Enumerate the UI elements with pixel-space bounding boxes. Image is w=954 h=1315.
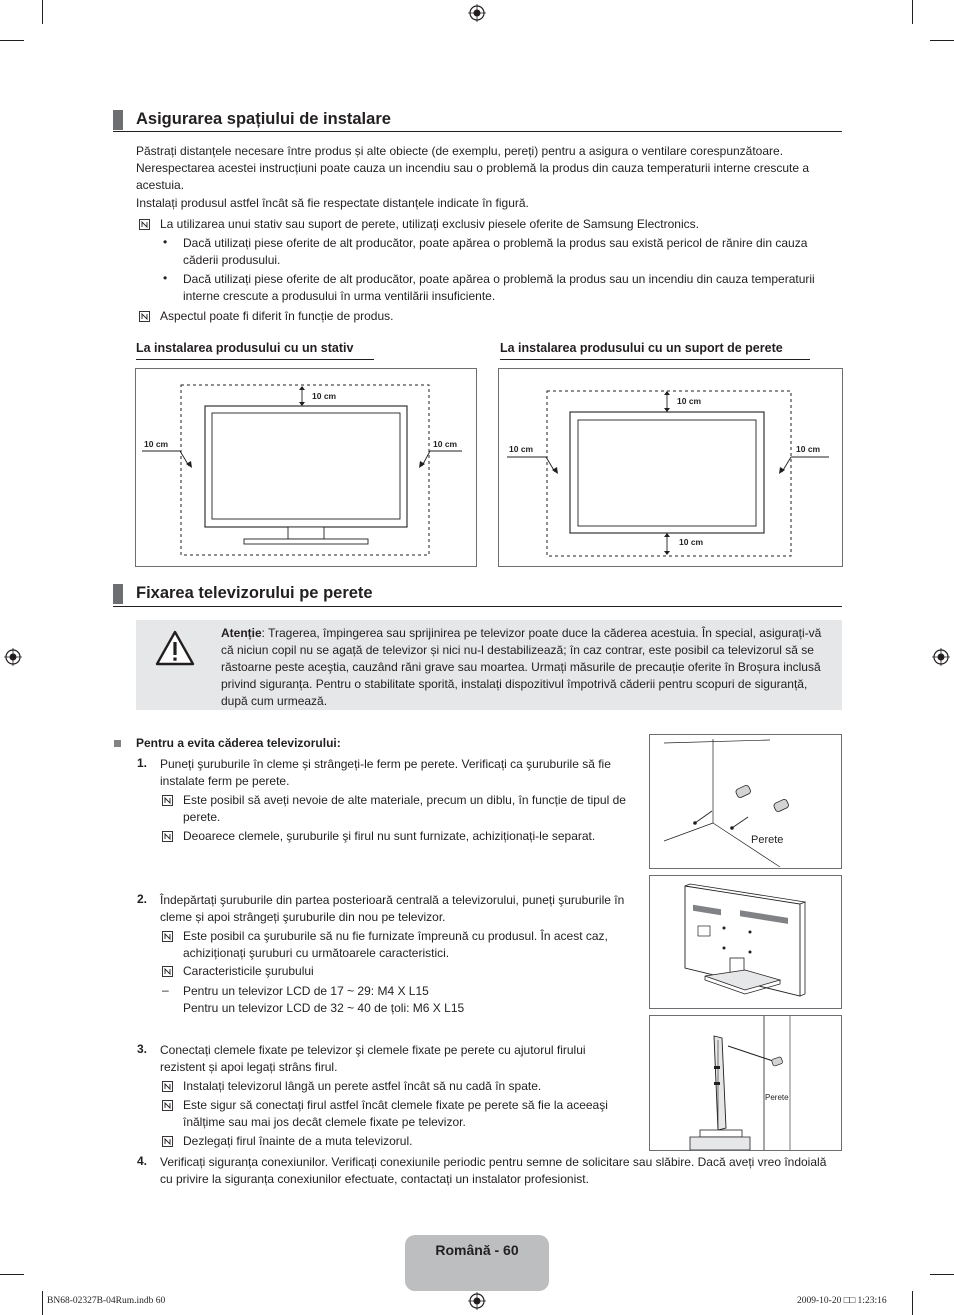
note-icon	[162, 1081, 173, 1092]
distance-label: 10 cm	[509, 444, 534, 454]
bullet-text: Dacă utilizați piese oferite de alt producător, poate apărea o problemă la produs sau există pericol de rănire din cauza căderii produsului.	[183, 236, 808, 267]
print-datetime: 2009-10-20 □□ 1:23:16	[797, 1296, 887, 1306]
registration-mark-icon	[932, 648, 950, 666]
note-icon	[139, 219, 150, 230]
wall-label: Perete	[751, 834, 784, 846]
note-text: Dezlegați firul înainte de a muta televizorul.	[183, 1134, 413, 1148]
paragraph: Instalați produsul astfel încât să fie respectate distanțele indicate în figură.	[136, 196, 529, 210]
tv-back-figure	[649, 875, 842, 1009]
wall-mount-clearance-figure	[498, 368, 843, 567]
note-icon	[162, 931, 173, 942]
stand-clearance-figure	[135, 368, 477, 567]
page-number-tab	[405, 1235, 549, 1291]
registration-mark-icon	[468, 4, 486, 22]
step-number: 4.	[137, 1154, 148, 1168]
crop-mark	[912, 1291, 913, 1315]
note-text: Instalați televizorul lângă un perete astfel încât să nu cadă în spate.	[183, 1079, 542, 1093]
paragraph: Păstrați distanțele necesare între produs și alte obiecte (de exemplu, pereți) pentru a asigura o ventilare corespunzătoare. Nerespectarea acestei instrucțiuni poate cauza un incendiu sau o problemă la produs din cauza temperaturii interne crescute a acestuia.	[136, 144, 810, 192]
figure-title-rule	[136, 359, 374, 360]
step-text: Verificați siguranța conexiunilor. Verificați conexiunile periodic pentru semne de solicitare sau slăbire. Dacă aveți vreo îndoială cu privire la siguranța conexiunilor efectuate, contactați un instalator profesionist.	[160, 1155, 827, 1186]
section-rule	[113, 131, 842, 132]
note-icon	[162, 1100, 173, 1111]
distance-label: 10 cm	[677, 396, 702, 406]
distance-label: 10 cm	[796, 444, 821, 454]
warning-text	[221, 625, 833, 710]
distance-label: 10 cm	[679, 537, 704, 547]
note-icon	[162, 831, 173, 842]
wall-label: Perete	[765, 1093, 789, 1102]
note-text: Caracteristicile şurubului	[183, 964, 314, 978]
bullet-text: Dacă utilizați piese oferite de alt producător, poate apărea o problemă la produs sau un incendiu din cauza temperaturii interne crescute a produsului în urma ventilării insuficiente.	[183, 272, 815, 303]
crop-mark	[930, 40, 954, 41]
crop-mark	[0, 1274, 24, 1275]
dash-marker: –	[162, 983, 169, 997]
page-number: Română - 60	[435, 1242, 519, 1258]
step-text: Îndepărtați şuruburile din partea posterioară centrală a televizorului, puneți şuruburile în cleme și apoi strângeți şuruburile din nou pe televizor.	[160, 893, 625, 924]
tv-wire-figure	[649, 1015, 842, 1151]
crop-mark	[42, 1291, 43, 1315]
crop-mark	[930, 1274, 954, 1275]
warning-box	[136, 620, 842, 710]
registration-mark-icon	[468, 1292, 486, 1310]
section-marker	[113, 584, 123, 604]
step-number: 3.	[137, 1042, 148, 1056]
step-number: 1.	[137, 756, 148, 770]
bullet-dot: •	[163, 271, 168, 285]
bullet-dot: •	[163, 235, 168, 249]
subsection-heading: Pentru a evita căderea televizorului:	[136, 736, 341, 750]
crop-mark	[42, 0, 43, 24]
figure-title-stand: La instalarea produsului cu un stativ	[136, 341, 354, 355]
heading-square-bullet	[114, 740, 121, 747]
spec-text: Pentru un televizor LCD de 32 ~ 40 de țoli: M6 X L15	[183, 1001, 465, 1015]
step-text: Puneți şuruburile în cleme și strângeți-le ferm pe perete. Verificați ca şuruburile să fie instalate ferm pe perete.	[160, 757, 611, 788]
section-title: Fixarea televizorului pe perete	[136, 584, 373, 602]
registration-mark-icon	[4, 648, 22, 666]
distance-label: 10 cm	[144, 439, 169, 449]
note-icon	[162, 1136, 173, 1147]
tv-back-illustration	[650, 876, 841, 1008]
distance-label: 10 cm	[433, 439, 458, 449]
crop-mark	[912, 0, 913, 24]
tv-wire-illustration	[650, 1016, 841, 1150]
note-text: Este posibil ca şuruburile să nu fie furnizate împreună cu produsul. În acest caz, achiziționați şuruburi cu următoarele caracteristici.	[183, 929, 608, 960]
step-number: 2.	[137, 892, 148, 906]
spec-text: Pentru un televizor LCD de 17 ~ 29: M4 X L15	[183, 984, 429, 998]
tv-on-stand-illustration	[136, 369, 476, 566]
note-text: Este posibil să aveți nevoie de alte materiale, precum un diblu, în funcție de tipul de perete.	[183, 793, 626, 824]
section-title: Asigurarea spațiului de instalare	[136, 110, 391, 128]
note-icon	[162, 795, 173, 806]
warning-body: : Tragerea, împingerea sau sprijinirea pe televizor poate duce la căderea acestuia. În special, asigurați-vă că niciun copil nu se agață de televizor și nici nu-l destabilizează; în caz contrar, este posibil ca televizorul să se răstoarne peste aceştia, cauzând răni grave sau moartea. Urmați măsurile de precauție oferite în Broșura inclusă privind siguranța. Pentru o stabilitate sporită, instalați dispozitivul împotrivă căderii pentru scopuri de siguranță, după cum urmează.	[221, 626, 822, 708]
note-text: La utilizarea unui stativ sau suport de perete, utilizați exclusiv piesele oferite de Samsung Electronics.	[160, 217, 699, 231]
note-text: Deoarece clemele, şuruburile şi firul nu sunt furnizate, achiziționați-le separat.	[183, 829, 596, 843]
crop-mark	[0, 40, 24, 41]
step-text: Conectați clemele fixate pe televizor şi clemele fixate pe perete cu ajutorul firului rezistent și apoi legați strâns firul.	[160, 1043, 586, 1074]
section-rule	[113, 606, 842, 607]
note-icon	[162, 966, 173, 977]
note-icon	[139, 311, 150, 322]
distance-label: 10 cm	[312, 391, 337, 401]
file-info: BN68-02327B-04Rum.indb 60	[47, 1296, 166, 1306]
warning-triangle-icon	[155, 630, 195, 666]
wall-clamp-illustration	[650, 735, 841, 868]
note-text: Aspectul poate fi diferit în funcție de produs.	[160, 309, 394, 323]
warning-label: Atenție	[221, 626, 262, 640]
note-text: Este sigur să conectați firul astfel încât clemele fixate pe perete să fie la aceeaşi înălțime sau mai jos decât clemele fixate pe televizor.	[183, 1098, 608, 1129]
figure-title-rule	[500, 359, 810, 360]
tv-on-wall-illustration	[499, 369, 842, 566]
wall-screws-figure	[649, 734, 842, 869]
figure-title-wall-mount: La instalarea produsului cu un suport de perete	[500, 341, 783, 355]
section-marker	[113, 110, 123, 130]
